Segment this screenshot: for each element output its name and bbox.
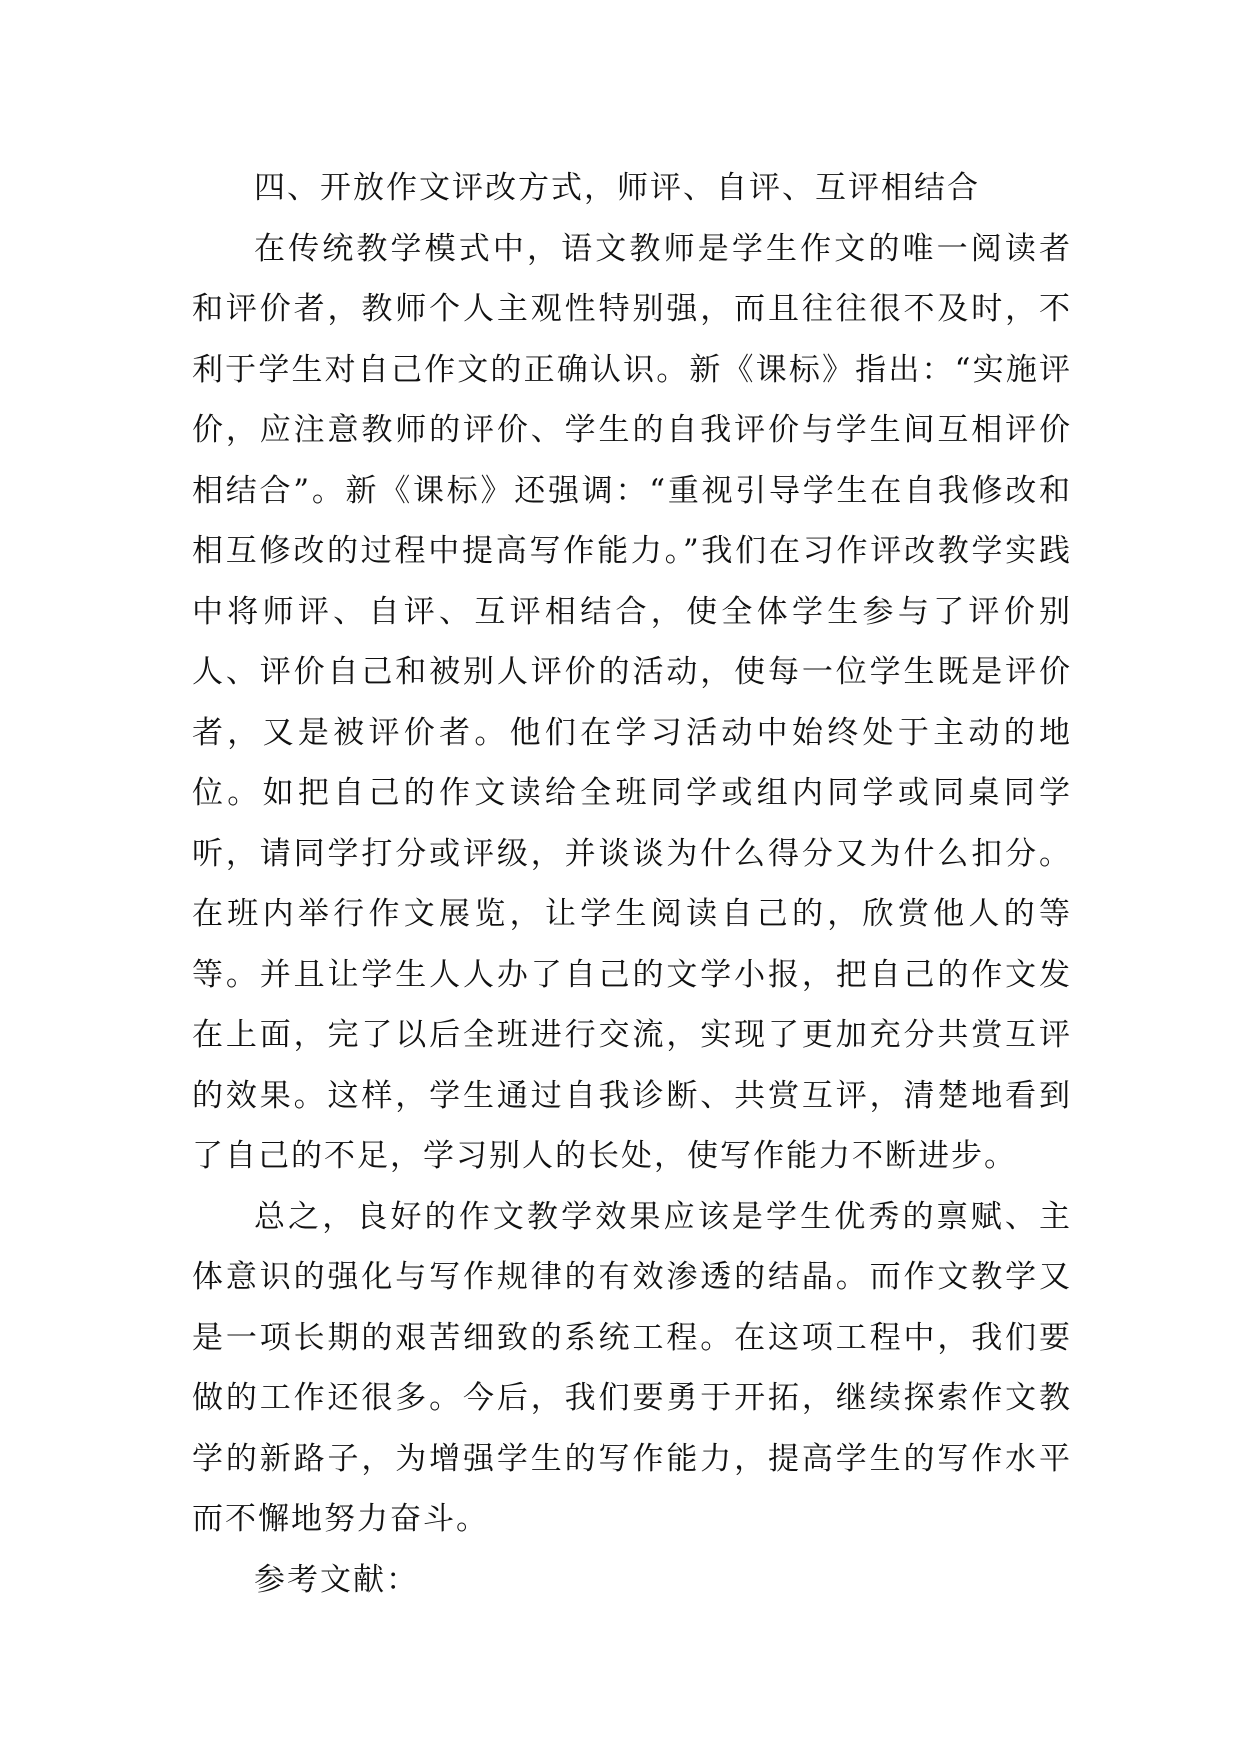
body-paragraph-conclusion: 总之，良好的作文教学效果应该是学生优秀的禀赋、主体意识的强化与写作规律的有效渗透的结晶。而作文教学又是一项长期的艰苦细致的系统工程。在这项工程中，我们要做的工作还很多。今后，我们要勇于开拓，继续探索作文教学的新路子，为增强学生的写作能力，提高学生的写作水平而不懈地努力奋斗。 [192,1198,1072,1537]
section-heading: 四、开放作文评改方式，师评、自评、互评相结合 [254,170,980,206]
references-heading: 参考文献： [254,1561,419,1598]
body-paragraph-evaluation: 在传统教学模式中，语文教师是学生作文的唯一阅读者和评价者，教师个人主观性特别强，而且往往很不及时，不利于学生对自己作文的正确认识。新《课标》指出：“实施评价，应注意教师的评价、学生的自我评价与学生间互相评价相结合”。新《课标》还强调：“重视引导学生在自我修改和相互修改的过程中提高写作能力。”我们在习作评改教学实践中将师评、自评、互评相结合，使全体学生参与了评价别人、评价自己和被别人评价的活动，使每一位学生既是评价者，又是被评价者。他们在学习活动中始终处于主动的地位。如把自己的作文读给全班同学或组内同学或同桌同学听，请同学打分或评级，并谈谈为什么得分又为什么扣分。在班内举行作文展览，让学生阅读自己的，欣赏他人的等等。并且让学生人人办了自己的文学小报，把自己的作文发在上面，完了以后全班进行交流，实现了更加充分共赏互评的效果。这样，学生通过自我诊断、共赏互评，清楚地看到了自己的不足，学习别人的长处，使写作能力不断进步。 [192,230,1072,1174]
document-body [192,158,1072,1610]
